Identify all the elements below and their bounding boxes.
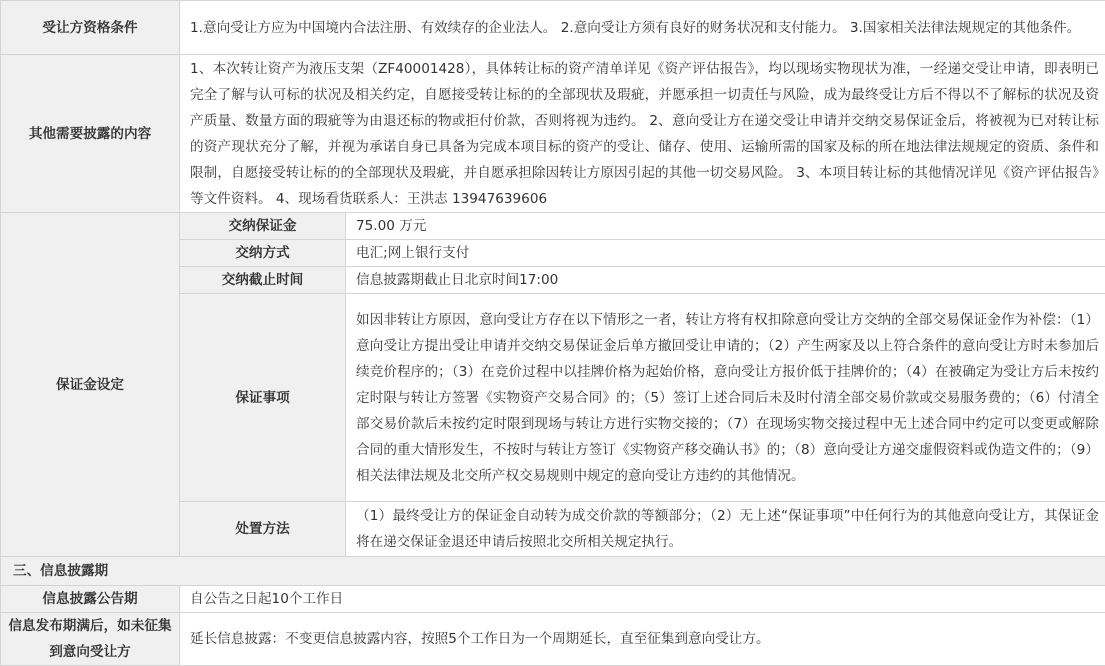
- deposit-deadline-value: 信息披露期截止日北京时间17:00: [346, 267, 1105, 294]
- deposit-deadline-label: 交纳截止时间: [180, 267, 346, 294]
- other-disclosure-value: 1、本次转让资产为液压支架（ZF40001428），具体转让标的资产清单详见《资产评估报告》，均以现场实物现状为准，一经递交受让申请，即表明已完全了解与认可标的状况及相关约定，自愿接受转让标的的全部现状及瑕疵，并愿承担一切责任与风险，成为最终受让方后不得以不了解标的状况及资产质量、数量方面的瑕疵等为由退还标的物或拒付价款，否则将视为违约。 2、意向受让方在递交受让申请并交纳交易保证金后，将被视为已对转让标的资产现状充分了解，并视为承诺自身已具备为完成本项目标的资产的受让、储存、使用、运输所需的国家及标的所在地法律法规规定的资质、条件和限制，自愿接受转让标的的全部现状及瑕疵，并自愿承担除因转让方原因引起的其他一切交易风险。 3、本项目转让标的其他情况详见《资产评估报告》等文件资料。 4、现场看货联系人：王洪志 13947639606: [180, 55, 1105, 213]
- qualification-row: [1, 1, 1105, 55]
- deposit-amount-row: [1, 213, 1105, 240]
- deposit-method-label: 交纳方式: [180, 240, 346, 267]
- section3-title-row: [1, 557, 1105, 586]
- section3-title: 三、信息披露期: [1, 557, 1105, 586]
- deposit-handling-label: 处置方法: [180, 502, 346, 557]
- extension-value: 延长信息披露：不变更信息披露内容，按照5个工作日为一个周期延长，直至征集到意向受让方。: [180, 613, 1105, 666]
- deposit-method-value: 电汇;网上银行支付: [346, 240, 1105, 267]
- other-disclosure-label: 其他需要披露的内容: [1, 55, 180, 213]
- deposit-amount-label: 交纳保证金: [180, 213, 346, 240]
- deposit-handling-value: （1）最终受让方的保证金自动转为成交价款的等额部分；（2）无上述“保证事项”中任何行为的其他意向受让方，其保证金将在递交保证金退还申请后按照北交所相关规定执行。: [346, 502, 1105, 557]
- extension-label: 信息发布期满后，如未征集到意向受让方: [1, 613, 180, 666]
- disclosure-period-label: 信息披露公告期: [1, 586, 180, 613]
- deposit-section-label: 保证金设定: [1, 213, 180, 557]
- disclosure-period-row: [1, 586, 1105, 613]
- deposit-matters-label: 保证事项: [180, 294, 346, 502]
- other-disclosure-row: [1, 55, 1105, 213]
- deposit-amount-value: 75.00 万元: [346, 213, 1105, 240]
- deposit-matters-value: 如因非转让方原因，意向受让方存在以下情形之一者，转让方将有权扣除意向受让方交纳的全部交易保证金作为补偿：（1）意向受让方提出受让申请并交纳交易保证金后单方撤回受让申请的；（2）产生两家及以上符合条件的意向受让方时未参加后续竞价程序的；（3）在竞价过程中以挂牌价格为起始价格，意向受让方报价低于挂牌价的；（4）在被确定为受让方后未按约定时限与转让方签署《实物资产交易合同》的；（5）签订上述合同后未及时付清全部交易价款或交易服务费的；（6）付清全部交易价款后未按约定时限到现场与转让方进行实物交接的；（7）在现场实物交接过程中无上述合同中约定可以变更或解除合同的重大情形发生，不按时与转让方签订《实物资产移交确认书》的；（8）意向受让方递交虚假资料或伪造文件的；（9）相关法律法规及北交所产权交易规则中规定的意向受让方违约的其他情况。: [346, 294, 1105, 502]
- disclosure-period-value: 自公告之日起10个工作日: [180, 586, 1105, 613]
- extension-row: [1, 613, 1105, 666]
- qualification-label: 受让方资格条件: [1, 1, 180, 55]
- qualification-value: 1.意向受让方应为中国境内合法注册、有效续存的企业法人。 2.意向受让方须有良好的财务状况和支付能力。 3.国家相关法律法规规定的其他条件。: [180, 1, 1105, 55]
